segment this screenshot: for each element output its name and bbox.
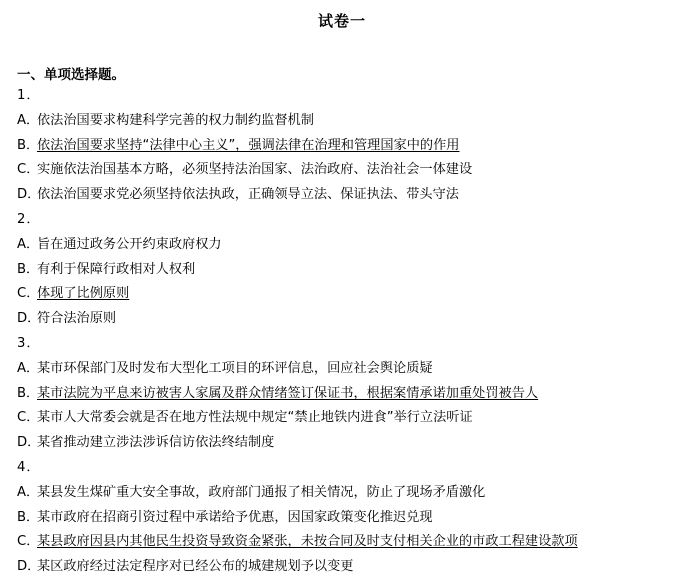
question-number: 3． xyxy=(17,335,41,351)
option-b-q1[interactable] xyxy=(17,134,677,159)
option-text: 某市人大常委会就是否在地方性法规中规定“禁止地铁内进食”举行立法听证 xyxy=(37,410,473,426)
option-text: 体现了比例原则 xyxy=(37,286,130,302)
option-d-q1[interactable] xyxy=(17,183,677,208)
option-c-q2[interactable] xyxy=(17,282,677,307)
option-text: 有利于保障行政相对人权利 xyxy=(37,261,196,277)
option-text: 某市法院为平息来访被害人家属及群众情绪签订保证书，根据案情承诺加重处罚被告人 xyxy=(37,385,539,401)
option-b-q3[interactable] xyxy=(17,382,677,407)
option-label: B． xyxy=(17,261,40,277)
option-label: B． xyxy=(17,509,40,525)
option-a-q2[interactable] xyxy=(17,233,677,258)
option-label: B． xyxy=(17,385,40,401)
option-label: D． xyxy=(17,435,41,451)
question-number: 1． xyxy=(17,88,41,103)
option-label: D． xyxy=(17,311,41,327)
option-text: 依法治国要求党必须坚持依法执政，正确领导立法、保证执法、带头守法 xyxy=(37,187,459,203)
option-text: 某市政府在招商引资过程中承诺给予优惠，因国家政策变化推迟兑现 xyxy=(37,509,433,525)
option-c-q4[interactable] xyxy=(17,530,677,555)
option-text: 旨在通过政务公开约束政府权力 xyxy=(37,236,222,252)
option-b-q4[interactable] xyxy=(17,506,677,531)
question-list xyxy=(17,84,677,580)
option-d-q3[interactable] xyxy=(17,431,677,456)
option-label: D． xyxy=(17,559,41,575)
option-a-q1[interactable] xyxy=(17,109,677,134)
option-c-q3[interactable] xyxy=(17,406,677,431)
option-label: D． xyxy=(17,187,41,203)
option-label: A． xyxy=(17,112,40,128)
option-text: 某区政府经过法定程序对已经公布的城建规划予以变更 xyxy=(37,559,354,575)
option-text: 某市环保部门及时发布大型化工项目的环评信息，回应社会舆论质疑 xyxy=(37,360,433,376)
option-d-q4[interactable] xyxy=(17,555,677,580)
option-a-q3[interactable] xyxy=(17,357,677,382)
option-a-q4[interactable] xyxy=(17,481,677,506)
option-label: C． xyxy=(17,286,40,302)
option-text: 某县政府因县内其他民生投资导致资金紧张，未按合同及时支付相关企业的市政工程建设款项 xyxy=(37,534,578,550)
option-text: 某县发生煤矿重大安全事故，政府部门通报了相关情况，防止了现场矛盾激化 xyxy=(37,484,486,500)
option-label: B． xyxy=(17,137,40,153)
option-text: 实施依法治国基本方略，必须坚持法治国家、法治政府、法治社会一体建设 xyxy=(37,162,473,178)
question-number: 2． xyxy=(17,211,41,227)
option-text: 依法治国要求坚持“法律中心主义”，强调法律在治理和管理国家中的作用 xyxy=(37,137,460,153)
option-text: 符合法治原则 xyxy=(37,311,117,327)
option-label: A． xyxy=(17,484,40,500)
page-title: 试卷一 xyxy=(317,12,366,30)
option-label: C． xyxy=(17,162,40,178)
section-title: 一、单项选择题。 xyxy=(17,67,125,83)
option-c-q1[interactable] xyxy=(17,158,677,183)
option-text: 依法治国要求构建科学完善的权力制约监督机制 xyxy=(37,112,314,128)
question-number: 4． xyxy=(17,459,41,475)
option-label: C． xyxy=(17,534,40,550)
option-text: 某省推动建立涉法涉诉信访依法终结制度 xyxy=(37,435,275,451)
option-b-q2[interactable] xyxy=(17,258,677,283)
option-label: A． xyxy=(17,236,40,252)
option-d-q2[interactable] xyxy=(17,307,677,332)
option-label: C． xyxy=(17,410,40,426)
option-label: A． xyxy=(17,360,40,376)
